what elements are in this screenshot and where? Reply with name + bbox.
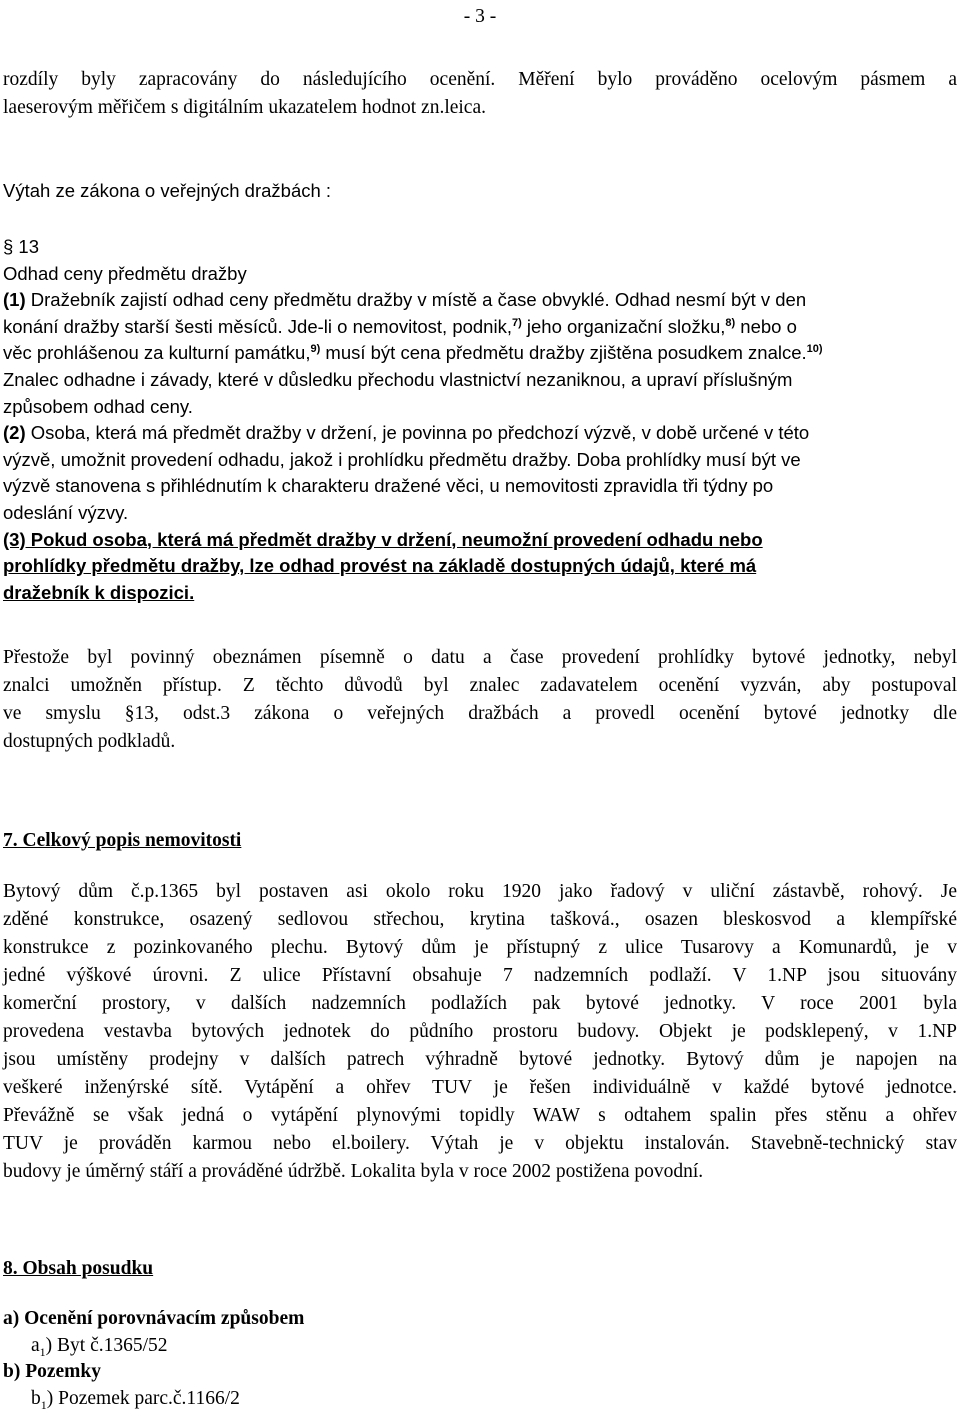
- footnote-ref: 8): [725, 316, 736, 329]
- section-7-line: jedné výškové úrovni. Z ulice Přístavní obsahuje 7 nadzemních podlaží. V 1.NP jsou situovány: [3, 965, 957, 986]
- law-body: [3, 234, 957, 606]
- subscript: 1: [39, 1344, 46, 1359]
- law-paragraph-2-line: [3, 420, 957, 447]
- text: Osoba, která má předmět dražby v držení, je povinna po předchozí výzvě, v době určené v této: [25, 422, 810, 444]
- section-8-contents: [3, 1306, 957, 1412]
- subscript: 1: [40, 1397, 47, 1412]
- text: ) Pozemek parc.č.1166/2: [46, 1387, 240, 1409]
- note-line: dostupných podkladů.: [3, 731, 176, 752]
- text: věc prohlášenou za kulturní památku,: [3, 342, 311, 364]
- text: b: [31, 1387, 41, 1409]
- contents-subitem-a1: [3, 1333, 957, 1360]
- law-section-number: § 13: [3, 236, 40, 257]
- law-paragraph-3-line: prohlídky předmětu dražby, lze odhad provést na základě dostupných údajů, které má: [3, 555, 757, 577]
- section-7-line: jsou umístěny prodejny v dalších patrech výhradně bytové jednotky. Bytový dům je napojen na: [3, 1049, 957, 1070]
- footnote-ref: 10): [806, 343, 823, 356]
- law-paragraph-3-line: (3) Pokud osoba, která má předmět dražby v držení, neumožní provedení odhadu nebo: [3, 528, 763, 550]
- section-7-line: zděné konstrukce, osazený sedlovou střechou, krytina tašková., osazen bleskosvod a klempířské: [3, 909, 957, 930]
- note-paragraph: [3, 644, 957, 756]
- section-7-line: Bytový dům č.p.1365 byl postaven asi okolo roku 1920 jako řadový v uliční zástavbě, rohový. Je: [3, 881, 957, 902]
- text: musí být cena předmětu dražby zjištěna posudkem znalce.: [320, 342, 807, 364]
- section-7-line: komerční prostory, v dalších nadzemních podlažích pak bytové jednotky. V roce 2001 byla: [3, 993, 957, 1014]
- contents-item-a: a) Ocenění porovnávacím způsobem: [3, 1308, 305, 1329]
- intro-line: laeserovým měřičem s digitálním ukazatelem hodnot zn.leica.: [3, 97, 486, 118]
- paragraph-number: (1): [3, 289, 26, 311]
- section-7-line: TUV je prováděn karmou nebo el.boilery. Výtah je v objektu instalován. Stavebně-technický stav: [3, 1133, 957, 1154]
- section-7-line: provedena vestavba bytových jednotek do půdního prostoru budovy. Objekt je podsklepený, v 1.NP: [3, 1021, 957, 1042]
- section-7-line: Převážně se však jedná o vytápění plynovými topidly WAW s odtahem spalin přes stěnu a ohřev: [3, 1105, 957, 1126]
- text: Dražebník zajistí odhad ceny předmětu dražby v místě a čase obvyklé. Odhad nesmí být v den: [25, 289, 807, 311]
- law-paragraph-1-line: způsobem odhad ceny.: [3, 395, 193, 417]
- section-8: [3, 1256, 957, 1283]
- law-paragraph-2-line: výzvě, umožnit provedení odhadu, jakož i prohlídku předmětu dražby. Doba prohlídky musí být ve: [3, 448, 801, 470]
- section-7-line: veškeré inženýrské sítě. Vytápění a ohřev TUV je řešen individuálně v každé bytové jednotce.: [3, 1077, 957, 1098]
- section-7-body: [3, 878, 957, 1186]
- law-paragraph-3-line: dražebník k dispozici.: [3, 581, 195, 603]
- law-paragraph-1-line: [3, 314, 957, 341]
- text: konání dražby starší šesti měsíců. Jde-li o nemovitost, podnik,: [3, 315, 512, 337]
- section-7-line: budovy je úměrný stáří a prováděné údržbě. Lokalita byla v roce 2002 postižena povodní.: [3, 1161, 704, 1182]
- text: a: [31, 1334, 40, 1356]
- text: jeho organizační složku,: [521, 315, 726, 337]
- law-paragraph-2-line: výzvě stanovena s přihlédnutím k charakteru dražené věci, u nemovitosti zpravidla tři týdny po: [3, 475, 774, 497]
- law-paragraph-2-line: odeslání výzvy.: [3, 501, 129, 523]
- note-line: znalci umožněn přístup. Z těchto důvodů byl znalec zadavatelem ocenění vyzván, aby postupoval: [3, 675, 957, 696]
- footnote-ref: 9): [310, 343, 321, 356]
- section-title: 7. Celkový popis nemovitosti: [3, 830, 242, 851]
- law-paragraph-1-line: [3, 340, 957, 367]
- section-7-line: konstrukce z pozinkovaného plechu. Bytový dům je přístupný z ulice Tusarovy a Komunardů, je v: [3, 937, 957, 958]
- section-title: 8. Obsah posudku: [3, 1258, 154, 1279]
- paragraph-number: (2): [3, 422, 26, 444]
- text: ) Byt č.1365/52: [45, 1334, 168, 1356]
- note-line: ve smyslu §13, odst.3 zákona o veřejných dražbách a provedl ocenění bytové jednotky dle: [3, 703, 957, 724]
- intro-paragraph: [3, 66, 957, 122]
- section-7-heading: [3, 828, 957, 855]
- contents-subitem-b1: [3, 1386, 957, 1413]
- law-paragraph-1-line: Znalec odhadne i závady, které v důsledku přechodu vlastnictví nezaniknou, a upraví příslušným: [3, 368, 793, 390]
- footnote-ref: 7): [511, 316, 522, 329]
- law-paragraph-1-line: [3, 287, 957, 314]
- law-section-title: Odhad ceny předmětu dražby: [3, 262, 247, 284]
- contents-item-b: b) Pozemky: [3, 1361, 102, 1383]
- law-excerpt: [3, 178, 957, 205]
- intro-line: rozdíly byly zapracovány do následujícího ocenění. Měření bylo prováděno ocelovým pásmem a: [3, 69, 957, 90]
- page-number: - 3 -: [463, 6, 497, 27]
- text: nebo o: [735, 315, 797, 337]
- note-line: Přestože byl povinný obeznámen písemně o datu a čase provedení prohlídky bytové jednotky, nebyl: [3, 647, 957, 668]
- law-heading: Výtah ze zákona o veřejných dražbách :: [3, 180, 332, 201]
